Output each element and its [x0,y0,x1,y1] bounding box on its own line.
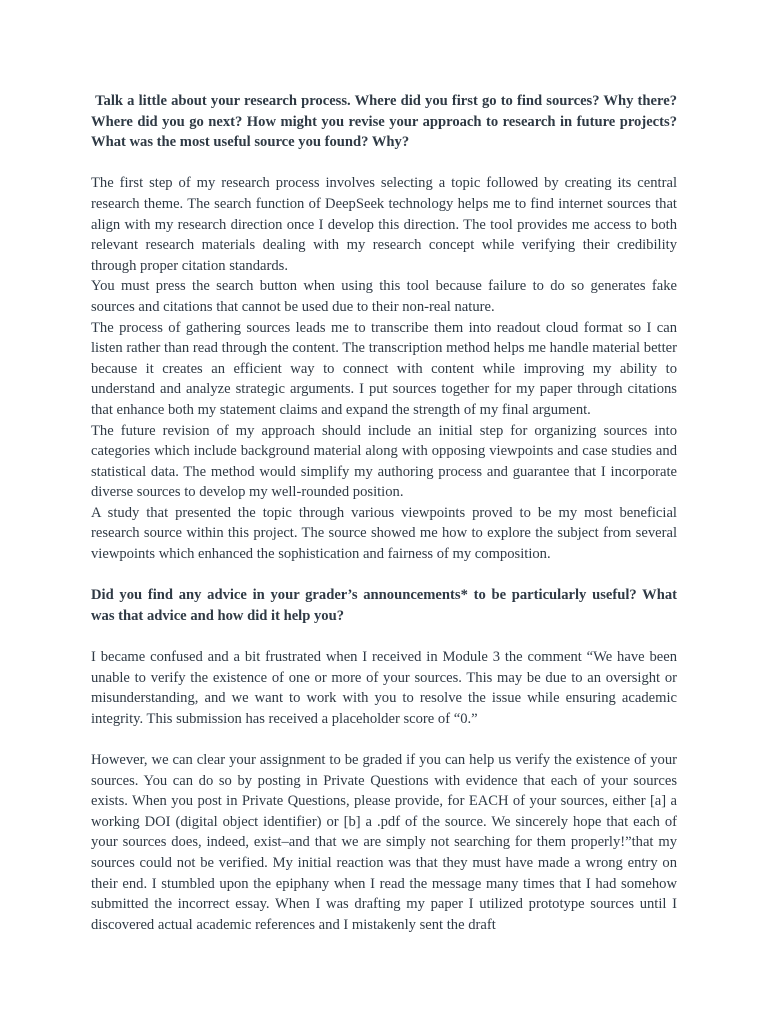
question-1: Talk a little about your research process. Where did you first go to find sources? Why there? Where did you go next? How might you revise your approach to research in future projects? What was the most useful source you found? Why? [91,93,677,151]
paragraph-spacer [91,153,677,174]
paragraph-spacer [91,565,677,586]
answer-1-paragraph-1: The first step of my research process involves selecting a topic followed by creating its central research theme. The search function of DeepSeek technology helps me to find internet sources that align with my research direction once I develop this direction. The tool provides me access to both relevant research materials dealing with my research concept while verifying their credibility through proper citation standards. [91,175,677,274]
question-2: Did you find any advice in your grader’s announcements* to be particularly useful? What was that advice and how did it help you? [91,587,677,624]
answer-2-paragraph-2: However, we can clear your assignment to be graded if you can help us verify the existence of your sources. You can do so by posting in Private Questions with evidence that each of your sources exists. When you post in Private Questions, please provide, for EACH of your sources, either [a] a working DOI (digital object identifier) or [b] a .pdf of the source. We sincerely hope that each of your sources does, indeed, exist–and that we are simply not searching for them properly!”that my sources could not be verified. My initial reaction was that they must have made a wrong entry on their end. I stumbled upon the epiphany when I read the message many times that I had somehow submitted the incorrect essay. When I was drafting my paper I utilized prototype sources until I discovered actual academic references and I mistakenly sent the draft [91,752,677,933]
answer-1-paragraph-4: The future revision of my approach should include an initial step for organizing sources into categories which include background material along with opposing viewpoints and case studies and statistical data. The method would simplify my authoring process and guarantee that I incorporate diverse sources to develop my well-rounded position. [91,422,677,501]
answer-2-paragraph-1: I became confused and a bit frustrated when I received in Module 3 the comment “We have been unable to verify the existence of one or more of your sources. This may be due to an oversight or misunderstanding, and we want to work with you to resolve the issue while ensuring academic integrity. This submission has received a placeholder score of “0.” [91,649,677,727]
paragraph-spacer [91,729,677,750]
answer-1-paragraph-3: The process of gathering sources leads me to transcribe them into readout cloud format so I can listen rather than read through the content. The transcription method helps me handle material better because it creates an efficient way to connect with content while improving my ability to understand and analyze strategic arguments. I put sources together for my paper through citations that enhance both my statement claims and expand the strength of my final argument. [91,319,677,418]
document-body [91,91,677,935]
answer-1-paragraph-2: You must press the search button when using this tool because failure to do so generates fake sources and citations that cannot be used due to their non-real nature. [91,278,677,315]
paragraph-spacer [91,626,677,647]
answer-1-paragraph-5: A study that presented the topic through various viewpoints proved to be my most beneficial research source within this project. The source showed me how to explore the subject from several viewpoints which enhanced the sophistication and fairness of my composition. [91,504,677,563]
